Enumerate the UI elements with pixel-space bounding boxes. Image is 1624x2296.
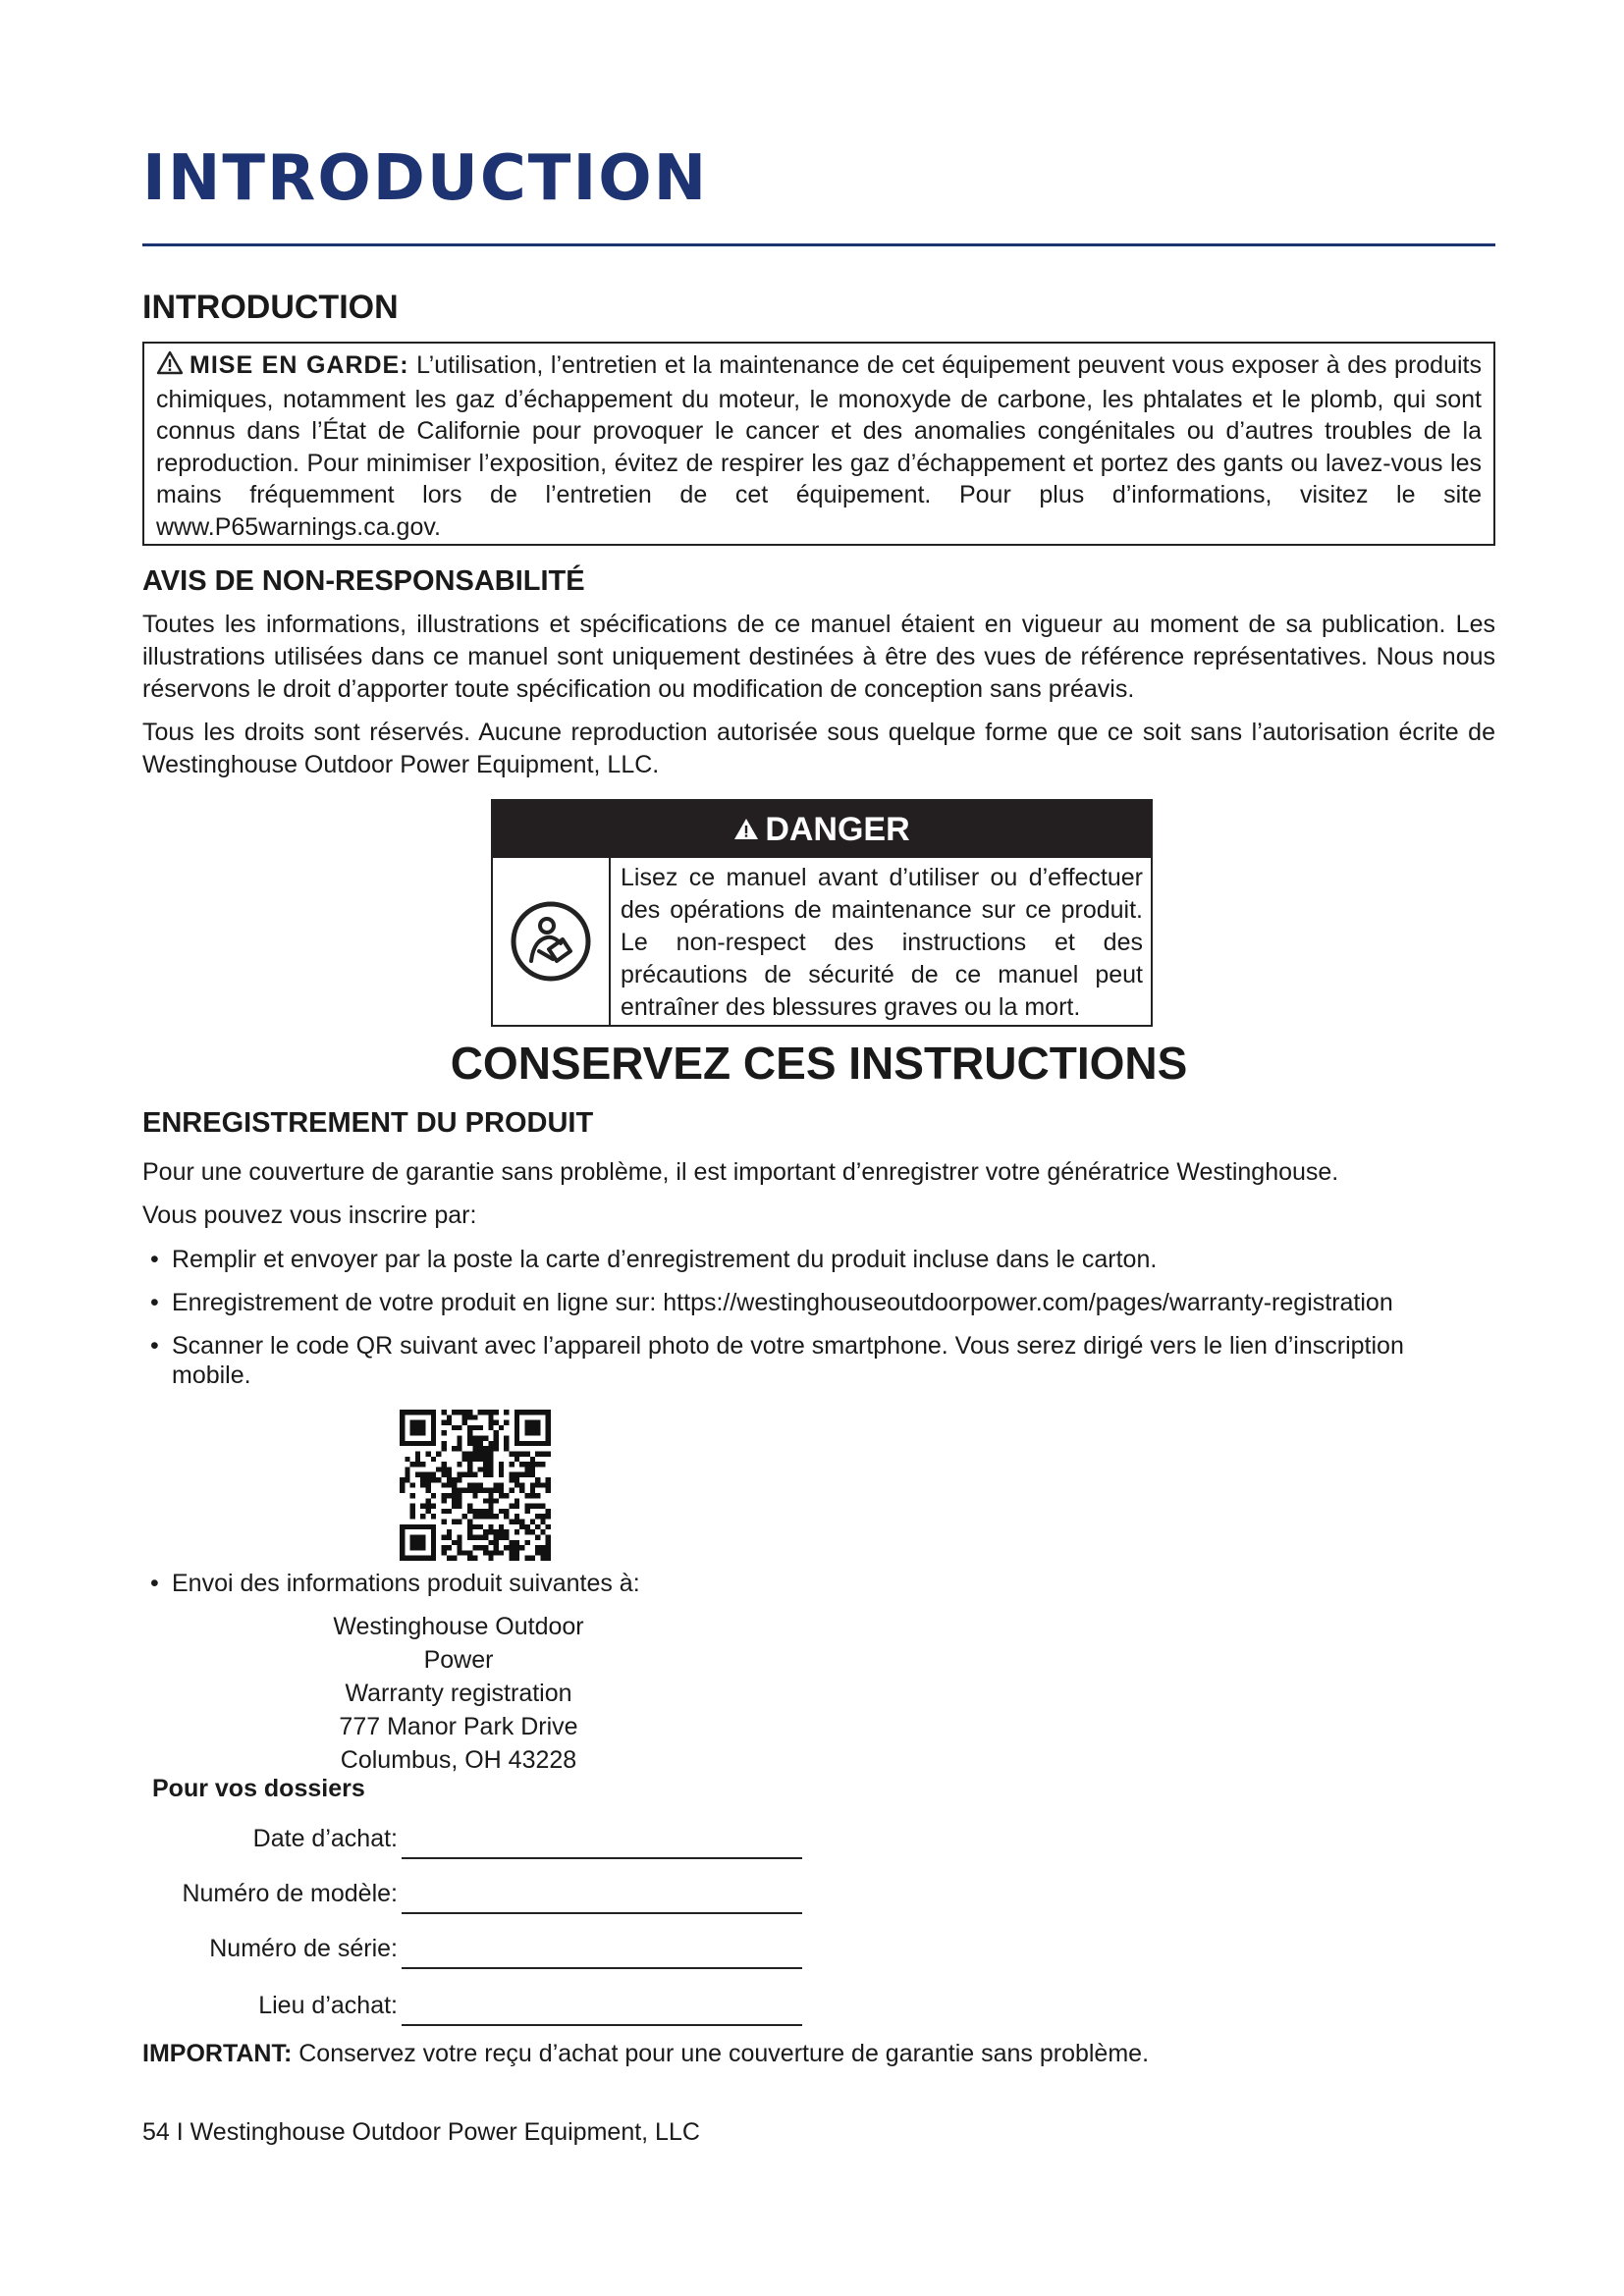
danger-triangle-icon (733, 811, 759, 849)
registration-paragraph-1: Pour une couverture de garantie sans problème, il est important d’enregistrer votre génératrice Westinghouse. (142, 1158, 1339, 1186)
serial-number-field[interactable] (142, 1934, 802, 1969)
list-item: • Remplir et envoyer par la poste la carte d’enregistrement du produit incluse dans le carton. (150, 1245, 1488, 1274)
address-line: Warranty registration (345, 1680, 572, 1707)
save-instructions-heading: CONSERVEZ CES INSTRUCTIONS (450, 1038, 1188, 1089)
list-item: • Scanner le code QR suivant avec l’appareil photo de votre smartphone. Vous serez dirigé vers le lien d’inscription mobile. (150, 1331, 1488, 1390)
danger-body (493, 858, 1151, 1025)
field-line (402, 1912, 802, 1914)
intro-heading: INTRODUCTION (142, 289, 399, 326)
disclaimer-heading: AVIS DE NON-RESPONSABILITÉ (142, 565, 585, 597)
mailing-address (301, 1610, 616, 1777)
field-label: Numéro de modèle: (182, 1880, 398, 1907)
purchase-date-field[interactable] (142, 1824, 802, 1859)
title-divider (142, 243, 1495, 246)
purchase-place-field[interactable] (142, 1991, 802, 2026)
prop65-warning-box (142, 342, 1495, 546)
records-title: Pour vos dossiers (152, 1775, 365, 1802)
model-number-field[interactable] (142, 1879, 802, 1914)
danger-label: DANGER (765, 810, 910, 848)
warning-text: L’utilisation, l’entretien et la maintenance de cet équipement peuvent vous exposer à des produits chimiques, notamment les gaz d’échappement du moteur, le monoxyde de carbone, les phtalates et le plomb, qui sont connus dans l’État de Californie pour provoquer le cancer et des anomalies congénitales ou d’autres troubles de la reproduction. Pour minimiser l’exposition, évitez de respirer les gaz d’échappement et portez des gants ou lavez-vous les mains fréquemment lors de l’entretien de cet équipement. Pour plus d’informations, visitez le site www.P65warnings.ca.gov. (156, 351, 1482, 541)
danger-header (493, 801, 1151, 858)
read-manual-icon (493, 858, 611, 1025)
page-title: INTRODUCTION (142, 142, 709, 215)
important-text: Conservez votre reçu d’achat pour une couverture de garantie sans problème. (292, 2040, 1150, 2067)
field-label: Lieu d’achat: (258, 1992, 398, 2019)
field-line (402, 1967, 802, 1969)
danger-box (491, 799, 1153, 1027)
warning-triangle-icon (156, 350, 184, 384)
qr-code[interactable] (400, 1410, 551, 1561)
important-note (142, 2040, 1149, 2068)
field-line (402, 1857, 802, 1859)
warning-label: MISE EN GARDE: (189, 351, 409, 379)
field-line (402, 2024, 802, 2026)
address-line: Columbus, OH 43228 (340, 1746, 577, 1774)
address-line: 777 Manor Park Drive (339, 1713, 578, 1740)
registration-paragraph-2: Vous pouvez vous inscrire par: (142, 1201, 477, 1229)
page-footer: 54 I Westinghouse Outdoor Power Equipment, LLC (142, 2118, 700, 2146)
registration-heading: ENREGISTREMENT DU PRODUIT (142, 1107, 594, 1139)
disclaimer-paragraph-2: Tous les droits sont réservés. Aucune reproduction autorisée sous quelque forme que ce soit sans l’autorisation écrite de Westinghouse Outdoor Power Equipment, LLC. (142, 719, 1495, 778)
field-label: Numéro de série: (209, 1935, 398, 1962)
disclaimer-paragraph-1: Toutes les informations, illustrations et spécifications de ce manuel étaient en vigueur au moment de sa publication. Les illustrations utilisées dans ce manuel sont uniquement destinées à être des vues de référence représentatives. Nous nous réservons le droit d’apporter toute spécification ou modification de conception sans préavis. (142, 611, 1495, 703)
field-label: Date d’achat: (252, 1825, 398, 1852)
danger-text: Lisez ce manuel avant d’utiliser ou d’effectuer des opérations de maintenance sur ce produit. Le non-respect des instructions et des précautions de sécurité de ce manuel peut entraîner des blessures graves ou la mort. (621, 864, 1143, 1021)
list-item: • Envoi des informations produit suivantes à: (150, 1569, 1488, 1598)
address-line: Westinghouse Outdoor Power (333, 1613, 584, 1674)
list-item: • Enregistrement de votre produit en ligne sur: https://westinghouseoutdoorpower.com/pages/warranty-registration (150, 1288, 1488, 1317)
important-label: IMPORTANT: (142, 2040, 293, 2067)
